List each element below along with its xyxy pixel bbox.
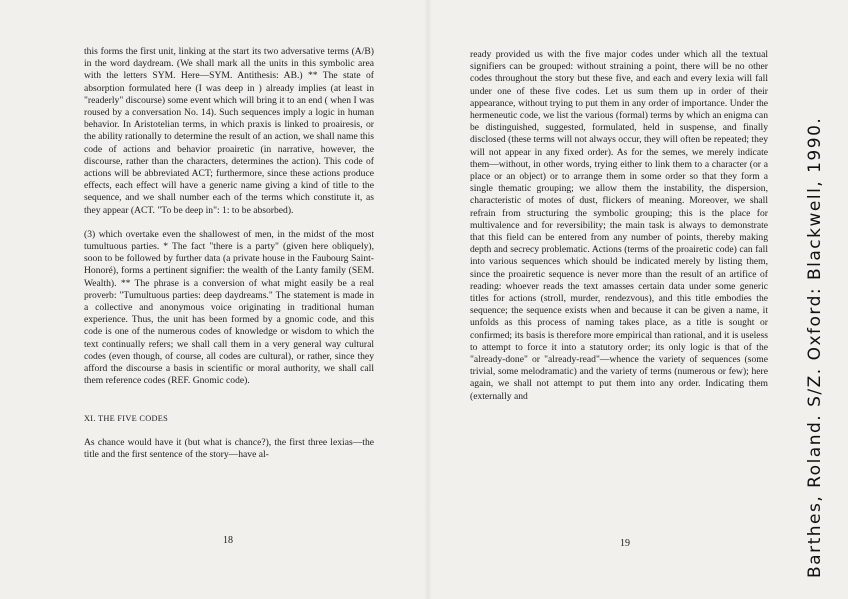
left-page xyxy=(84,46,374,461)
handwritten-citation: Barthes, Roland. S/Z. Oxford: Blackwell, 1990. xyxy=(805,116,825,578)
right-page xyxy=(470,49,768,403)
page-number-left: 18 xyxy=(223,535,233,546)
right-paragraph-1: ready provided us with the five major codes under which all the textual signifiers can be grouped: without straining a point, there will be no other codes throughout the story but these five, and each and every lexia will fall under one of these five codes. Let us sum them up in order of their appearance, without trying to put them in any order of importance. Under the hermeneutic code, we list the various (formal) terms by which an enigma can be distinguished, suggested, formulated, held in suspense, and finally disclosed (these terms will not always occur, they will often be repeated; they will not appear in any fixed order). As for the semes, we merely indicate them—without, in other words, trying either to link them to a character (or a place or an object) or to arrange them in some order so that they form a single thematic grouping; we allow them the instability, the dispersion, characteristic of motes of dust, flickers of meaning. Moreover, we shall refrain from structuring the symbolic grouping; this is the place for multivalence and for reversibility; the main task is always to demonstrate that this field can be entered from any number of points, thereby making depth and secrecy problematic. Actions (terms of the proairetic code) can fall into various sequences which should be indicated merely by listing them, since the proairetic sequence is never more than the result of an artifice of reading: whoever reads the text amasses certain data under some generic titles for actions (stroll, murder, rendezvous), and this title embodies the sequence; the sequence exists when and because it can be given a name, it unfolds as this process of naming takes place, as a title is sought or confirmed; its basis is therefore more empirical than rational, and it is useless to attempt to force it into a statutory order; its only logic is that of the "already-done" or "already-read"—whence the variety of sequences (some trivial, some melodramatic) and the variety of terms (numerous or few); here again, we shall not attempt to put them into any order. Indicating them (externally and xyxy=(470,49,768,402)
left-paragraph-2: (3) which overtake even the shallowest of men, in the midst of the most tumultuous parties. * The fact "there is a party" (given here obliquely), soon to be followed by further data (a private house in the Faubourg Saint-Honoré), forms a pertinent signifier: the wealth of the Lanty family (SEM. Wealth). ** The phrase is a conversion of what might easily be a real proverb: "Tumultuous parties: deep daydreams." The statement is made in a collective and anonymous voice originating in traditional human experience. Thus, the unit has been formed by a gnomic code, and this code is one of the numerous codes of knowledge or wisdom to which the text continually refers; we shall call them in a very general way cultural codes (even though, of course, all codes are cultural), or rather, since they afford the discourse a basis in scientific or moral authority, we shall call them reference codes (REF. Gnomic code). xyxy=(84,228,374,387)
book-gutter xyxy=(424,0,432,599)
left-paragraph-3: As chance would have it (but what is chance?), the first three lexias—the title and the first sentence of the story—have al- xyxy=(84,436,374,460)
section-heading: XI. THE FIVE CODES xyxy=(84,414,169,424)
left-paragraph-1: this forms the first unit, linking at the start its two adversative terms (A/B) in the word daydream. (We shall mark all the units in this symbolic area with the letters SYM. Here—SYM. Antithesis: AB.) ** The state of absorption formulated here (I was deep in ) already implies (at least in "readerly" discourse) some event which will bring it to an end ( when I was roused by a conversation No. 14). Such sequences imply a logic in human behavior. In Aristotelian terms, in which praxis is linked to proairesis, or the ability rationally to determine the result of an action, we shall name this code of actions and behavior proairetic (in narrative, however, the discourse, rather than the characters, determines the action). This code of actions will be abbreviated ACT; furthermore, since these actions produce effects, each effect will have a generic name giving a kind of title to the sequence, and we shall number each of the terms which constitute it, as they appear (ACT. "To be deep in": 1: to be absorbed). xyxy=(84,46,374,216)
page-number-right: 19 xyxy=(620,538,630,549)
